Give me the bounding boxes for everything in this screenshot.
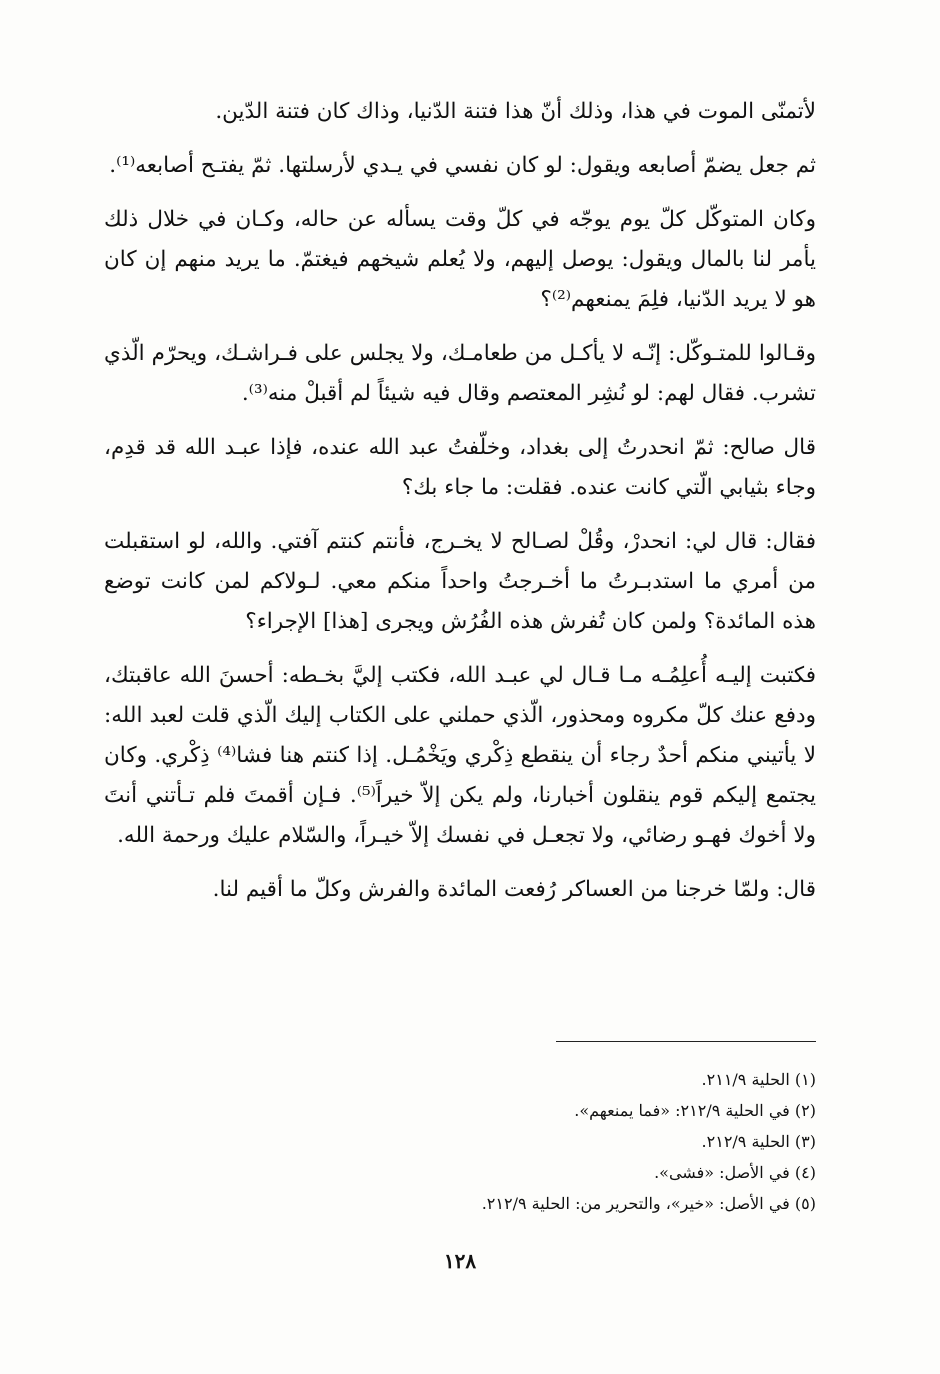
footnote-3: (٣) الحلية ٢١٢/٩.: [701, 1132, 816, 1151]
footnote-1: (١) الحلية ٢١١/٩.: [701, 1070, 816, 1089]
paragraph-6: فقال: قال لي: انحدرْ، وقُلْ لصـالح لا يخـرج، فأنتم كنتم آفتي. والله، لو استقبلت من أمري ما استدبـرتُ ما أخـرجتُ واحداً منكم معي. لـولاكم لمن كانت توضع هذه المائدة؟ ولمن كان تُفرش هذه الفُرُش ويجرى [هذا] الإجراء؟: [104, 529, 816, 634]
paragraph-8: قال: ولمّا خرجنا من العساكر رُفعت المائدة والفرش وكلّ ما أقيم لنا.: [212, 877, 816, 902]
paragraph-3: وكان المتوكّل كلّ يوم يوجّه في كلّ وقت يسأله عن حاله، وكـان في خلال ذلك يأمر لنا بالمال ويقول: يوصل إليهم، ولا يُعلم شيخهم فيغتمّ. ما يريد منهم إن كان هو لا يريد الدّنيا، فلِمَ يمنعهم⁽²⁾؟: [104, 207, 816, 312]
footnote-5: (٥) في الأصل: «خير»، والتحرير من: الحلية ٢١٢/٩.: [481, 1194, 816, 1213]
footnotes: [300, 1064, 816, 1219]
paragraph-7: فكتبت إليـه أُعلِمُـه مـا قـال لي عبـد الله، فكتب إليَّ بخـطه: أحسنَ الله عاقبتك، ودفع عنك كلّ مكروه ومحذور، الّذي حملني على الكتاب إليك الّذي قلت لعبد الله: لا يأتيني منكم أحدٌ رجاء أن ينقطع ذِكْري ويَخْمُـل. إذا كنتم هنا فشا⁽⁴⁾ ذِكْري. وكان يجتمع إليكم قوم ينقلون أخبارنا، ولم يكن إلاّ خيراً⁽⁵⁾. فـإن أقمتَ فلم تـأتني أنتَ ولا أخوك فهـو رضائي، ولا تجعـل في نفسك إلاّ خيـراً، والسّلام عليك ورحمة الله.: [104, 663, 817, 848]
main-text: [104, 92, 816, 924]
paragraph-5: قال صالح: ثمّ انحدرتُ إلى بغداد، وخلّفتُ عبد الله عنده، فإذا عبـد الله قد قدِم، وجاء بثيابي الّتي كانت عنده. فقلت: ما جاء بك؟: [104, 435, 816, 500]
paragraph-2: ثم جعل يضمّ أصابعه ويقول: لو كان نفسي في يـدي لأرسلتها. ثمّ يفتـح أصابعه⁽¹⁾.: [109, 153, 816, 178]
footnote-2: (٢) في الحلية ٢١٢/٩: «فما يمنعهم».: [574, 1101, 816, 1120]
footnote-divider: [556, 1041, 816, 1042]
paragraph-1: لأتمنّى الموت في هذا، وذلك أنّ هذا فتنة الدّنيا، وذاك كان فتنة الدّين.: [215, 99, 816, 124]
paragraph-4: وقـالوا للمتـوكّل: إنّـه لا يأكـل من طعامـك، ولا يجلس على فـراشـك، ويحرّم الّذي تشرب. فقال لهم: لو نُشِر المعتصم وقال فيه شيئاً لم أقبلْ منه⁽³⁾.: [104, 341, 816, 406]
footnote-4: (٤) في الأصل: «فشى».: [654, 1163, 816, 1182]
page-number: ١٢٨: [443, 1249, 477, 1273]
